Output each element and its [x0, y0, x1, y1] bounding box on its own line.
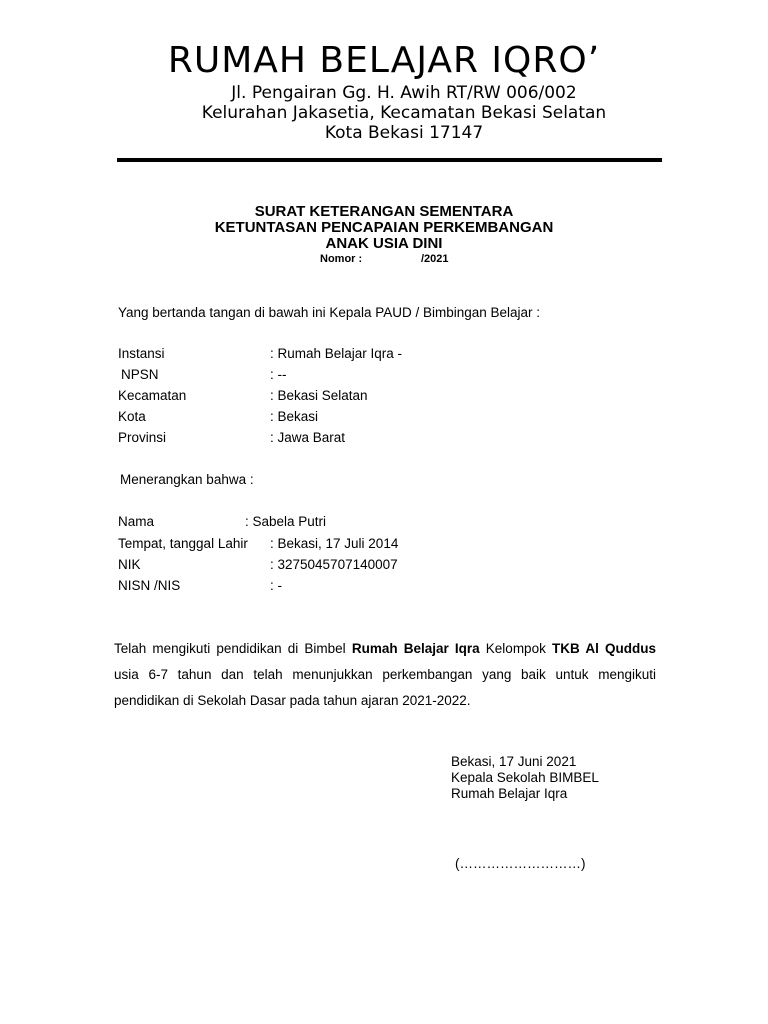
kecamatan-label: Kecamatan	[118, 388, 187, 403]
statement-paragraph	[114, 636, 656, 714]
npsn-value: : --	[270, 367, 287, 382]
nama-label: Nama	[118, 514, 155, 529]
document-number-value: /2021	[421, 253, 449, 265]
npsn-label: NPSN	[121, 367, 159, 382]
letterhead-divider	[117, 158, 662, 162]
kota-label: Kota	[118, 409, 146, 424]
ttl-value: : Bekasi, 17 Juli 2014	[270, 536, 399, 551]
statement-text-2: Kelompok	[479, 641, 552, 656]
address-line-1: Jl. Pengairan Gg. H. Awih RT/RW 006/002	[231, 83, 577, 103]
document-title-line-2: KETUNTASAN PENCAPAIAN PERKEMBANGAN	[214, 219, 554, 236]
signature-name-placeholder: (………………………)	[455, 856, 586, 871]
statement-group: TKB Al Quddus	[551, 641, 656, 656]
organization-name: RUMAH BELAJAR IQRO’	[167, 40, 601, 81]
nisn-label: NISN /NIS	[118, 578, 181, 593]
provinsi-value: : Jawa Barat	[270, 430, 346, 445]
nisn-value: : -	[270, 578, 282, 593]
kecamatan-value: : Bekasi Selatan	[270, 388, 368, 403]
nik-label: NIK	[118, 557, 141, 572]
address-line-3: Kota Bekasi 17147	[324, 123, 484, 143]
statement-text-1: Telah mengikuti pendidikan di Bimbel	[114, 641, 352, 656]
address-line-2: Kelurahan Jakasetia, Kecamatan Bekasi Selatan	[201, 103, 607, 123]
intro-text: Yang bertanda tangan di bawah ini Kepala PAUD / Bimbingan Belajar :	[118, 305, 541, 320]
provinsi-label: Provinsi	[118, 430, 167, 445]
nama-value: : Sabela Putri	[245, 514, 327, 529]
document-title-line-1: SURAT KETERANGAN SEMENTARA	[254, 203, 514, 220]
nik-value: : 3275045707140007	[270, 557, 398, 572]
document-title-line-3: ANAK USIA DINI	[325, 235, 443, 252]
instansi-value: : Rumah Belajar Iqra -	[270, 346, 403, 361]
kota-value: : Bekasi	[270, 409, 319, 424]
signature-position: Kepala Sekolah BIMBEL	[451, 770, 599, 785]
document-number-label: Nomor :	[320, 253, 363, 265]
declares-text: Menerangkan bahwa :	[120, 472, 254, 487]
signature-institution: Rumah Belajar Iqra	[451, 786, 568, 801]
statement-institution: Rumah Belajar Iqra	[351, 641, 480, 656]
signature-place-date: Bekasi, 17 Juni 2021	[451, 754, 577, 769]
ttl-label: Tempat, tanggal Lahir	[118, 536, 248, 551]
instansi-label: Instansi	[118, 346, 165, 361]
statement-text-3: usia 6-7 tahun dan telah menunjukkan perkembangan yang baik untuk mengikuti pendidikan di Sekolah Dasar pada tahun ajaran 2021-2022.	[114, 667, 656, 708]
